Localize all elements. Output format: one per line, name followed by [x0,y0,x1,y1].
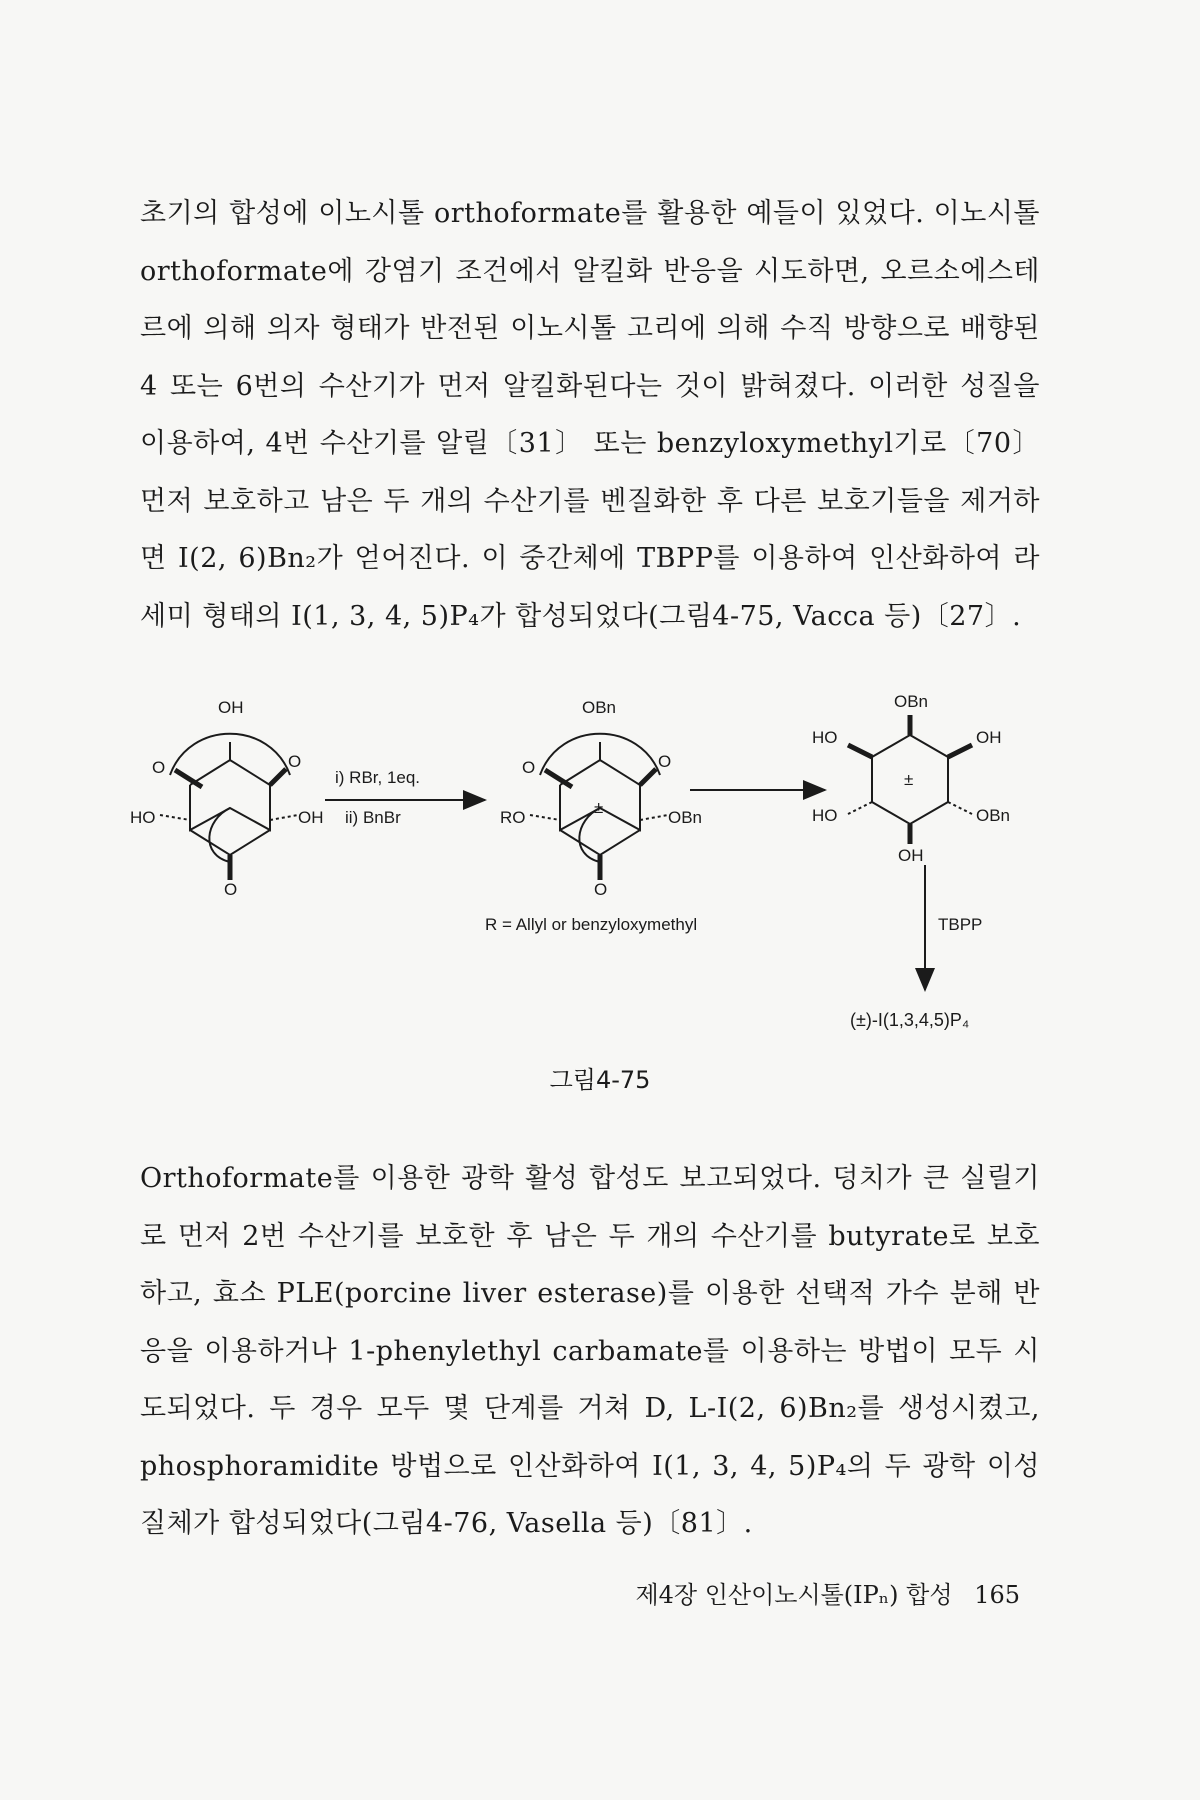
molecule-1-structure [160,734,298,880]
mol3-ho-upper-left: HO [812,728,838,747]
mol3-oh-upper-right: OH [976,728,1002,747]
footer-chapter: 제4장 인산이노시톨(IPₙ) 합성 [635,1581,953,1609]
mol2-o-bottom: O [594,880,608,899]
product-label: (±)-I(1,3,4,5)P₄ [850,1010,970,1030]
mol2-o-right: O [658,752,672,771]
mol3-obn-top: OBn [894,692,929,711]
mol2-pm: ± [594,798,604,817]
scheme-drawing [130,690,1060,1060]
mol3-pm: ± [904,770,914,789]
mol1-oh-top: OH [218,698,244,717]
mol2-obn-right: OBn [668,808,703,827]
tbpp-reagent: TBPP [938,915,983,934]
mol1-o-right: O [288,752,302,771]
page-footer [621,1575,1020,1610]
mol3-obn-lower-right: OBn [976,806,1011,825]
mol3-ho-lower-left: HO [812,806,838,825]
figure-caption: 그림4-75 [549,1066,651,1094]
page-number: 165 [974,1581,1020,1609]
paragraph-2: Orthoformate를 이용한 광학 활성 합성도 보고되었다. 덩치가 큰 실릴기로 먼저 2번 수산기를 보호한 후 남은 두 개의 수산기를 butyrate로 보호하고, 효소 PLE(porcine liver esterase)를 이용한 선택적 가수 분해 반응을 이용하거나 1-phenylethyl carbamate를 이용하는 방법이 모두 시도되었다. 두 경우 모두 몇 단계를 거쳐 D, L-I(2, 6)Bn₂를 생성시켰고, phosphoramidite 방법으로 인산화하여 I(1, 3, 4, 5)P₄의 두 광학 이성질체가 합성되었다(그림4-76, Vasella 등)〔81〕. [140,1163,1040,1539]
step1-reagent-2: ii) BnBr [345,808,401,827]
mol1-oh-right: OH [298,808,324,827]
reaction-scheme [130,690,1060,1060]
mol2-o-left: O [522,758,536,777]
mol2-obn-top: OBn [582,698,617,717]
step1-reagent-1: i) RBr, 1eq. [335,768,421,787]
mol1-ho-left: HO [130,808,156,827]
mol2-ro-left: RO [500,808,526,827]
mol3-oh-bottom: OH [898,846,924,865]
mol1-o-left: O [152,758,166,777]
paragraph-1: 초기의 합성에 이노시톨 orthoformate를 활용한 예들이 있었다. 이노시톨 orthoformate에 강염기 조건에서 알킬화 반응을 시도하면, 오르소에스테르에 의해 의자 형태가 반전된 이노시톨 고리에 의해 수직 방향으로 배향된 4 또는 6번의 수산기가 먼저 알킬화된다는 것이 밝혀졌다. 이러한 성질을 이용하여, 4번 수산기를 알릴〔31〕 또는 benzyloxymethyl기로〔70〕 먼저 보호하고 남은 두 개의 수산기를 벤질화한 후 다른 보호기들을 제거하면 I(2, 6)Bn₂가 얻어진다. 이 중간체에 TBPP를 이용하여 인산화하여 라세미 형태의 I(1, 3, 4, 5)P₄가 합성되었다(그림4-75, Vacca 등)〔27〕. [140,198,1040,632]
mol1-o-bottom: O [224,880,238,899]
r-definition: R = Allyl or benzyloxymethyl [485,915,698,934]
